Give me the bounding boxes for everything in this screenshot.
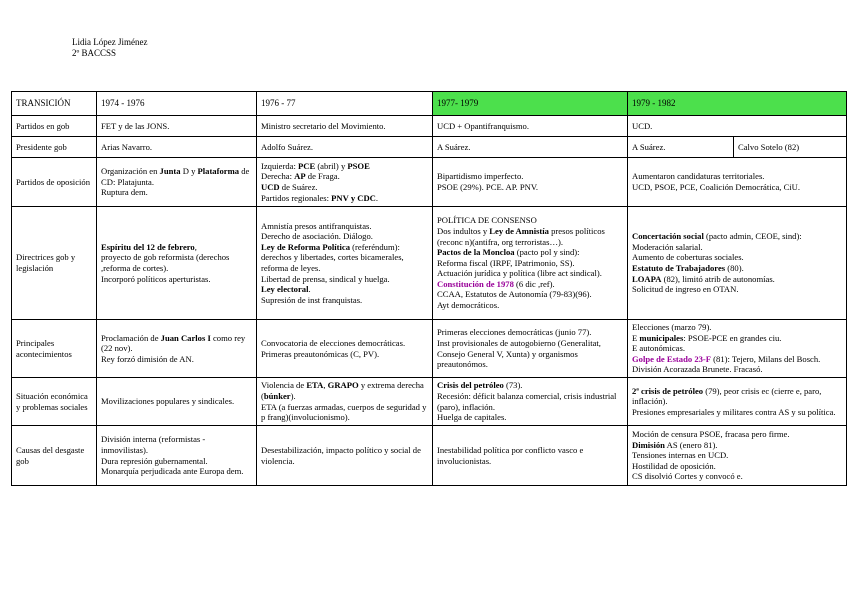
cell: A Suárez. — [433, 137, 628, 158]
table-row-header — [12, 92, 847, 116]
cell: Concertación social (pacto admin, CEOE, sind): Moderación salarial. Aumento de coberturas sociales. Estatuto de Trabajadores (80). LOAPA (82), limitó atrib de autonomías. Solicitud de ingreso en OTAN. — [628, 207, 847, 320]
cell: A Suárez. — [628, 137, 734, 158]
cell: Proclamación de Juan Carlos I como rey (22 nov). Rey forzó dimisión de AN. — [97, 320, 257, 378]
table-row-acontecimientos — [12, 320, 847, 378]
cell: Movilizaciones populares y sindicales. — [97, 378, 257, 426]
table-row-causas — [12, 426, 847, 486]
document-header — [72, 37, 147, 59]
cell: Crisis del petróleo (73). Recesión: déficit balanza comercial, crisis industrial (paro), inflación. Huelga de capitales. — [433, 378, 628, 426]
cell: Aumentaron candidaturas territoriales. UCD, PSOE, PCE, Coalición Democrática, CiU. — [628, 158, 847, 207]
cell: 2ª crisis de petróleo (79), peor crisis ec (cierre e, paro, inflación). Presiones empresariales y militares contra AS y su política. — [628, 378, 847, 426]
cell: UCD + Opantifranquismo. — [433, 116, 628, 137]
cell: UCD. — [628, 116, 847, 137]
table-row-directrices — [12, 207, 847, 320]
cell: Inestabilidad política por conflicto vasco e involucionistas. — [433, 426, 628, 486]
transition-table — [11, 91, 847, 486]
table-row-situacion — [12, 378, 847, 426]
cell: Bipartidismo imperfecto. PSOE (29%). PCE. AP. PNV. — [433, 158, 628, 207]
cell: Arias Navarro. — [97, 137, 257, 158]
row-label: Causas del desgaste gob — [12, 426, 97, 486]
cell: Izquierda: PCE (abril) y PSOE Derecha: AP de Fraga. UCD de Suárez. Partidos regionales: PNV y CDC. — [257, 158, 433, 207]
table-row-presidente — [12, 137, 847, 158]
table-row-partidos-gob — [12, 116, 847, 137]
header-transicion: TRANSICIÓN — [12, 92, 97, 116]
row-label: Presidente gob — [12, 137, 97, 158]
cell: Elecciones (marzo 79). E municipales: PSOE-PCE en grandes ciu. E autonómicas. Golpe de Estado 23-F (81): Tejero, Milans del Bosch. División Acorazada Brunete. Fracasó. — [628, 320, 847, 378]
cell: Organización en Junta D y Plataforma de CD: Platajunta. Ruptura dem. — [97, 158, 257, 207]
author-name: Lidia López Jiménez — [72, 37, 148, 47]
cell: Espíritu del 12 de febrero, proyecto de gob reformista (derechos ,reforma de cortes). Incorporó políticos aperturistas. — [97, 207, 257, 320]
row-label: Partidos de oposición — [12, 158, 97, 207]
cell: Calvo Sotelo (82) — [734, 137, 847, 158]
constitucion-highlight: Constitución de 1978 — [437, 278, 514, 289]
row-label: Partidos en gob — [12, 116, 97, 137]
cell: Convocatoria de elecciones democráticas. Primeras preautonómicas (C, PV). — [257, 320, 433, 378]
cell: Amnistía presos antifranquistas. Derecho de asociación. Diálogo. Ley de Reforma Política (referéndum): derechos y libertades, cortes bicamerales, reforma de leyes. Libertad de prensa, sindical y huelga. Ley electoral. Supresión de inst franquistas. — [257, 207, 433, 320]
row-label: Directrices gob y legislación — [12, 207, 97, 320]
row-label: Principales acontecimientos — [12, 320, 97, 378]
cell: Moción de censura PSOE, fracasa pero firme. Dimisión AS (enero 81). Tensiones internas en UCD. Hostilidad de oposición. CS disolvió Cortes y convocó e. — [628, 426, 847, 486]
header-period-1979: 1979 - 1982 — [628, 92, 847, 116]
header-period-1976: 1976 - 77 — [257, 92, 433, 116]
cell: Ministro secretario del Movimiento. — [257, 116, 433, 137]
golpe-highlight: Golpe de Estado 23-F — [632, 353, 712, 364]
cell: División interna (reformistas - inmovilistas). Dura represión gubernamental. Monarquía perjudicada ante Europa dem. — [97, 426, 257, 486]
row-label: Situación económica y problemas sociales — [12, 378, 97, 426]
table-row-oposicion — [12, 158, 847, 207]
cell: FET y de las JONS. — [97, 116, 257, 137]
cell: Desestabilización, impacto político y social de violencia. — [257, 426, 433, 486]
cell: POLÍTICA DE CONSENSO Dos indultos y Ley de Amnistía presos políticos (reconc n)(antifra, org terroristas…). Pactos de la Moncloa (pacto pol y sind): Reforma fiscal (IRPF, IPatrimonio, SS). Actuación jurídica y política (libre act sindical). Constitución de 1978 (6 dic ,ref). CCAA, Estatutos de Autonomía (79-83)(96). Ayt democráticos. — [433, 207, 628, 320]
header-period-1977: 1977- 1979 — [433, 92, 628, 116]
cell: Violencia de ETA, GRAPO y extrema derecha (búnker). ETA (a fuerzas armadas, cuerpos de seguridad y p frang)(involucionismo). — [257, 378, 433, 426]
header-period-1974: 1974 - 1976 — [97, 92, 257, 116]
cell: Primeras elecciones democráticas (junio 77). Inst provisionales de autogobierno (Generalitat, Consejo General V, Xunta) y organismos preautonómos. — [433, 320, 628, 378]
cell: Adolfo Suárez. — [257, 137, 433, 158]
course-label: 2º BACCSS — [72, 48, 117, 58]
